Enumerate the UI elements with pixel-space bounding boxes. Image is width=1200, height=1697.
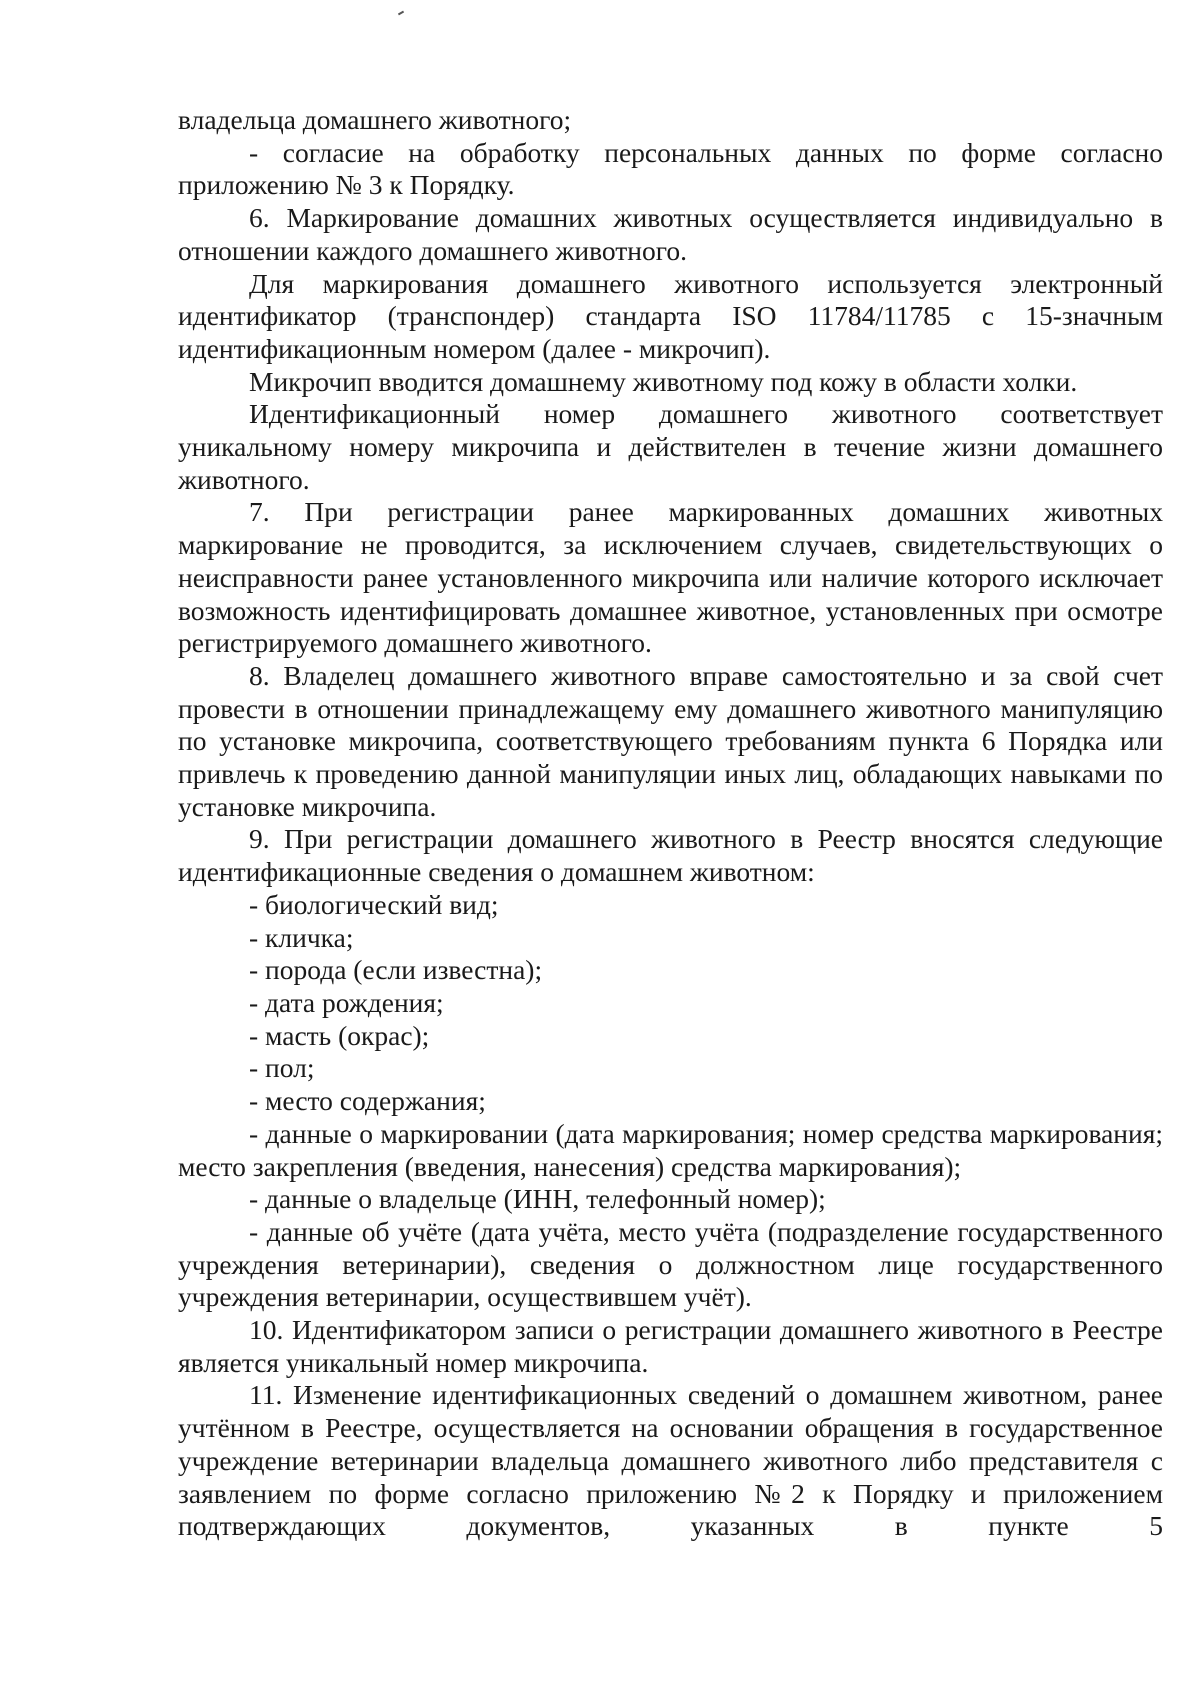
paragraph: - место содержания; <box>249 1085 486 1117</box>
paragraph: 11. Изменение идентификационных сведений о домашнем животном, ранее учтённом в Реестре, осуществляется на основании обращения в государственное учреждение ветеринарии владельца домашнего животного либо представителя с заявлением по форме согласно приложению №2 к Порядку и приложением подтверждающих документов, указанных в пункте 5 <box>178 1379 1163 1542</box>
paragraph: 7. При регистрации ранее маркированных домашних животных маркирование не проводится, за исключением случаев, свидетельствующих о неисправности ранее установленного микрочипа или наличие которого исключает возможность идентифицировать домашнее животное, установленных при осмотре регистрируемого домашнего животного. <box>178 496 1163 659</box>
paragraph: - данные о владельце (ИНН, телефонный номер); <box>249 1183 826 1215</box>
paragraph: - данные об учёте (дата учёта, место учёта (подразделение государственного учреждения ветеринарии), сведения о должностном лице государственного учреждения ветеринарии, осуществившем учёт). <box>178 1215 1163 1313</box>
paragraph: 10. Идентификатором записи о регистрации домашнего животного в Реестре является уникальный номер микрочипа. <box>178 1314 1163 1378</box>
paragraph: 6. Маркирование домашних животных осуществляется индивидуально в отношении каждого домашнего животного. <box>178 202 1163 266</box>
paragraph: - пол; <box>249 1052 315 1084</box>
paragraph: Микрочип вводится домашнему животному под кожу в области холки. <box>249 365 1078 397</box>
paragraph: Идентификационный номер домашнего животного соответствует уникальному номеру микрочипа и действителен в течение жизни домашнего животного. <box>178 398 1163 495</box>
paragraph: Для маркирования домашнего животного используется электронный идентификатор (транспондер) стандарта ISO 11784/11785 с 15-значным идентификационным номером (далее - микрочип). <box>178 267 1163 364</box>
paragraph: - данные о маркировании (дата маркирования; номер средства маркирования; место закрепления (введения, нанесения) средства маркирования); <box>178 1117 1163 1182</box>
paragraph: - дата рождения; <box>249 986 444 1018</box>
paragraph: 8. Владелец домашнего животного вправе самостоятельно и за свой счет провести в отношении принадлежащему ему домашнего животного манипуляцию по установке микрочипа, соответствующего требованиям пункта 6 Порядка или привлечь к проведению данной манипуляции иных лиц, обладающих навыками по установке микрочипа. <box>178 659 1163 822</box>
paragraph: 9. При регистрации домашнего животного в Реестр вносятся следующие идентификационные сведения о домашнем животном: <box>178 823 1163 888</box>
paragraph: - масть (окрас); <box>249 1019 430 1051</box>
paragraph: - биологический вид; <box>249 888 499 920</box>
paragraph: - кличка; <box>249 921 354 953</box>
paragraph: - согласие на обработку персональных данных по форме согласно приложению № 3 к Порядку. <box>178 136 1163 201</box>
paragraph: владельца домашнего животного; <box>178 104 572 135</box>
document-body <box>178 104 1163 1543</box>
paragraph: - порода (если известна); <box>249 954 543 986</box>
scan-artifact-mark <box>398 11 404 16</box>
